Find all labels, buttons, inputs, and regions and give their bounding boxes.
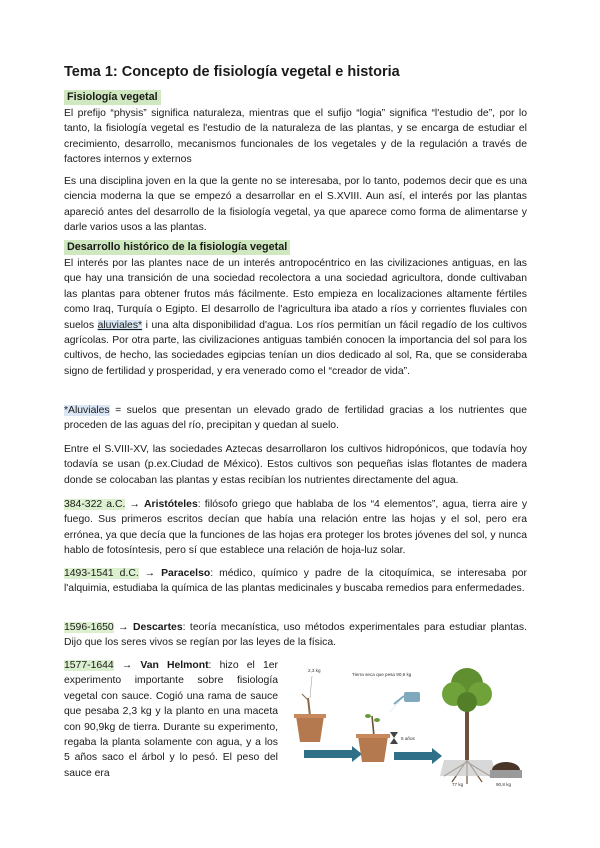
paragraph-aztecas: Entre el S.VIII-XV, las sociedades Aztecas desarrollaron los cultivos hidropónicos, que todavía hoy todavía se usan (p.ex.Ciudad de México). Estos cultivos son pequeñas islas flotantes de madera donde se colocaban las plantas y estas recibían los nutrientes directamente del agua.	[64, 444, 527, 486]
label-soil-text: Tierra seca que pesa 90,9 kg	[352, 672, 412, 677]
paragraph-discipline: Es una disciplina joven en la que la gente no se interesaba, por lo tanto, podemos decir que es una ciencia moderna la que se empezó a desarrollar en el S.XVIII. Aun así, el interés por las plantas apareció antes del desarrollo de la fisiología vegetal, ya que aparece como forma de alimentarse y darle varios usos a las plantas.	[64, 176, 527, 234]
van-helmont-experiment-figure	[282, 658, 528, 790]
arrow: →	[113, 660, 141, 671]
history-date: 1577-1644	[64, 660, 114, 671]
history-text: : teoría mecanística, uso métodos experimentales para estudiar plantas. Dijo que los seres vivos se regían por las leyes de la física.	[64, 622, 527, 649]
history-text: : filósofo griego que hablaba de los “4 elementos”, agua, tierra aire y fuego. Sus primeros escritos decían que había una relación entre las hojas y el sol, pero era errónea, ya que decía que la funciones de las hojas era proteger los brotes jóvenes del sol, y nunca hablo de fotosíntesis, pero sí que establece una relación de hoja-luz solar.	[64, 499, 528, 557]
label-soil-after: 90,8 kg	[496, 782, 512, 787]
pot-with-sapling	[356, 692, 420, 762]
label-soil-weight	[352, 672, 412, 677]
history-date: 384-322 a.C.	[64, 499, 126, 510]
section-heading-fisiologia	[64, 90, 527, 105]
note-text: = suelos que presentan un elevado grado de fertilidad gracias a los nutrientes que proceden de las aguas del río, precipitan y quedan al suelo.	[64, 405, 527, 432]
pot-with-branch	[294, 676, 326, 742]
label-years: 5 años	[401, 736, 415, 741]
arrow: →	[125, 499, 145, 510]
section-heading-historia	[64, 240, 527, 255]
paragraph-text: El interés por las plantes nace de un interés antropocéntrico en las civilizaciones antiguas, en las que hay una transición de una sociedad recolectora a una sociedad agricultora, donde cultivaban las plantas para obtener frutos más fácilmente. Esto empieza en localizaciones altamente fértiles como Iraq, Turquía o Egipto. El desarrollo de l'agricultura iba atado a ríos y corrientes fluviales con suelos	[64, 258, 527, 331]
grown-tree	[440, 668, 496, 784]
paragraph-text: i una alta disponibilidad d'agua. Los ríos permitían un fácil regadío de los cultivos agrícolas. Por otra parte, las civilizaciones antiguas también conocen la importancia del sol para los cultivos, de hecho, las sociedades egipcias tenían un dios dedicado al sol, Ra, que se consideraba signo de fertilidad y prosperidad, y era venerado como el “creador de vida”.	[64, 319, 527, 377]
history-text: : hizo el 1er experimento importante sobre fisiología vegetal con sauce. Cogió una rama de sauce que pesaba 2,3 kg y la planto en una maceta con 90,9kg de tierra. Durante su experimento, regaba la planta solamente con agua, y a los 5 años saco el árbol y lo pesó. El peso del sauce era	[64, 660, 278, 779]
history-entry-aristoteles	[64, 497, 527, 559]
paragraph-interes	[64, 256, 527, 379]
arrow-2	[394, 748, 442, 764]
history-name: Van Helmont	[140, 660, 209, 671]
history-entry-descartes	[64, 620, 527, 651]
arrow: →	[138, 568, 162, 579]
label-tree-weight: 77 kg	[452, 782, 464, 787]
history-entry-paracelso	[64, 566, 527, 597]
heading-text: Desarrollo histórico de la fisiología vegetal	[64, 240, 290, 255]
history-name: Aristóteles	[144, 499, 198, 510]
paragraph-prefix: El prefijo “physis” significa naturaleza, mientras que el sufijo “logia” significa “l'estudio de”, por lo tanto, la fisiología vegetal es l'estudio de la naturaleza de las plantas, y se encarga de estudiar el crecimiento, desarrollo, mecanismos funcionales de los vegetales y de la regulación a través de factores internos y externos	[64, 108, 527, 166]
arrow-1	[304, 746, 362, 762]
history-date: 1493-1541 d.C.	[64, 568, 139, 579]
page-title: Tema 1: Concepto de fisiología vegetal e historia	[64, 64, 400, 80]
heading-text: Fisiología vegetal	[64, 90, 161, 105]
hourglass-icon	[390, 732, 398, 744]
history-entry-vanhelmont	[64, 658, 278, 781]
history-text: : médico, químico y padre de la citoquímica, se interesaba por l'alquimia, estudiaba la química de las plantas medicinales y buscaba remedios para enfermedades.	[64, 568, 528, 595]
note-term: *Aluviales	[64, 405, 110, 416]
soil-heap	[490, 762, 522, 778]
history-date: 1596-1650	[64, 622, 114, 633]
term-aluviales: aluviales*	[97, 319, 143, 331]
history-name: Paracelso	[161, 568, 211, 579]
label-branch-weight: 2,3 kg	[308, 668, 321, 673]
history-name: Descartes	[132, 622, 183, 633]
note-aluviales	[64, 403, 527, 434]
arrow: →	[113, 622, 133, 633]
